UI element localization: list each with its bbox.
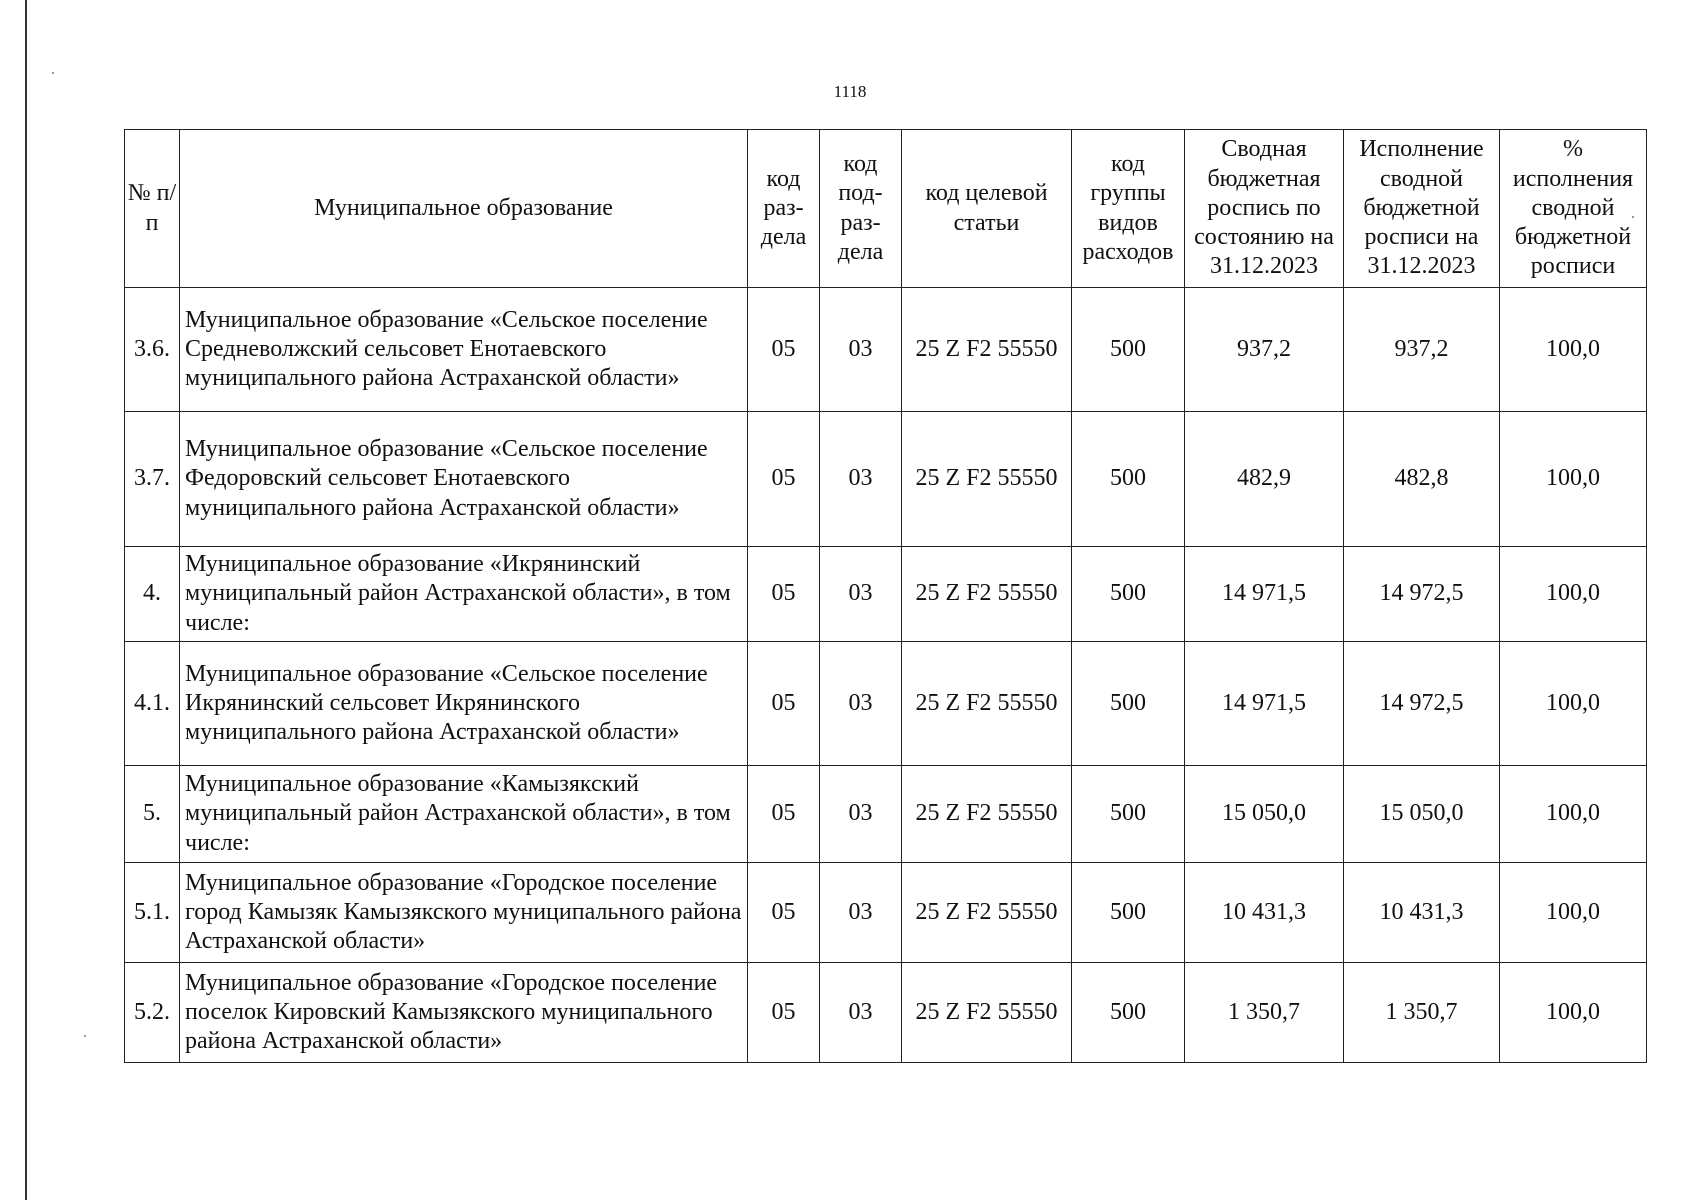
row-percent: 100,0: [1500, 547, 1647, 642]
table-header: [125, 130, 1647, 288]
col-header-execution: Исполнение сводной бюджетной росписи на 31.12.2023: [1344, 130, 1500, 288]
row-subsection: 03: [820, 766, 902, 863]
row-section: 05: [748, 547, 820, 642]
col-header-target-article: код целевой статьи: [902, 130, 1072, 288]
col-header-entity: Муниципальное образование: [180, 130, 748, 288]
col-header-section: код раз-дела: [748, 130, 820, 288]
row-execution: 15 050,0: [1344, 766, 1500, 863]
row-expense-group: 500: [1072, 412, 1185, 547]
table-row: [125, 412, 1647, 547]
row-budget: 482,9: [1185, 412, 1344, 547]
row-expense-group: 500: [1072, 547, 1185, 642]
row-num: 4.: [125, 547, 180, 642]
row-percent: 100,0: [1500, 412, 1647, 547]
table-body: [125, 288, 1647, 1063]
row-percent: 100,0: [1500, 642, 1647, 766]
row-execution: 14 972,5: [1344, 547, 1500, 642]
row-target-article: 25 Z F2 55550: [902, 963, 1072, 1063]
row-entity: Муниципальное образование «Сельское поселение Средневолжский сельсовет Енотаевского муниципального района Астраханской области»: [180, 288, 748, 412]
row-section: 05: [748, 863, 820, 963]
table-row: [125, 288, 1647, 412]
row-subsection: 03: [820, 863, 902, 963]
col-header-num: № п/п: [125, 130, 180, 288]
row-percent: 100,0: [1500, 863, 1647, 963]
row-budget: 14 971,5: [1185, 547, 1344, 642]
row-subsection: 03: [820, 963, 902, 1063]
table-row: [125, 766, 1647, 863]
row-subsection: 03: [820, 288, 902, 412]
row-execution: 10 431,3: [1344, 863, 1500, 963]
row-expense-group: 500: [1072, 766, 1185, 863]
row-target-article: 25 Z F2 55550: [902, 412, 1072, 547]
row-target-article: 25 Z F2 55550: [902, 547, 1072, 642]
row-expense-group: 500: [1072, 863, 1185, 963]
row-section: 05: [748, 963, 820, 1063]
row-entity: Муниципальное образование «Сельское поселение Федоровский сельсовет Енотаевского муниципального района Астраханской области»: [180, 412, 748, 547]
header-row: [125, 130, 1647, 288]
row-num: 4.1.: [125, 642, 180, 766]
row-execution: 14 972,5: [1344, 642, 1500, 766]
row-entity: Муниципальное образование «Икрянинский муниципальный район Астраханской области», в том числе:: [180, 547, 748, 642]
row-num: 3.6.: [125, 288, 180, 412]
col-header-budget: Сводная бюджетная роспись по состоянию на 31.12.2023: [1185, 130, 1344, 288]
budget-execution-table: [124, 129, 1647, 1063]
col-header-percent: % исполнения сводной бюджетной росписи: [1500, 130, 1647, 288]
row-budget: 1 350,7: [1185, 963, 1344, 1063]
row-target-article: 25 Z F2 55550: [902, 642, 1072, 766]
scan-speck: [52, 72, 54, 74]
scan-binding-line: [25, 0, 27, 1200]
row-entity: Муниципальное образование «Сельское поселение Икрянинский сельсовет Икрянинского муниципального района Астраханской области»: [180, 642, 748, 766]
row-target-article: 25 Z F2 55550: [902, 766, 1072, 863]
page-number: 1118: [833, 82, 867, 101]
row-percent: 100,0: [1500, 288, 1647, 412]
row-execution: 482,8: [1344, 412, 1500, 547]
table-row: [125, 863, 1647, 963]
row-percent: 100,0: [1500, 963, 1647, 1063]
row-budget: 14 971,5: [1185, 642, 1344, 766]
row-section: 05: [748, 642, 820, 766]
table-row: [125, 642, 1647, 766]
row-budget: 10 431,3: [1185, 863, 1344, 963]
row-entity: Муниципальное образование «Городское поселение поселок Кировский Камызякского муниципального района Астраханской области»: [180, 963, 748, 1063]
row-subsection: 03: [820, 412, 902, 547]
col-header-expense-group: код группы видов расходов: [1072, 130, 1185, 288]
row-num: 3.7.: [125, 412, 180, 547]
row-num: 5.2.: [125, 963, 180, 1063]
row-subsection: 03: [820, 547, 902, 642]
row-target-article: 25 Z F2 55550: [902, 863, 1072, 963]
col-header-subsection: код под-раз-дела: [820, 130, 902, 288]
row-num: 5.: [125, 766, 180, 863]
row-num: 5.1.: [125, 863, 180, 963]
table-row: [125, 963, 1647, 1063]
row-section: 05: [748, 288, 820, 412]
row-section: 05: [748, 412, 820, 547]
row-expense-group: 500: [1072, 288, 1185, 412]
table-row: [125, 547, 1647, 642]
row-subsection: 03: [820, 642, 902, 766]
row-entity: Муниципальное образование «Камызякский муниципальный район Астраханской области», в том числе:: [180, 766, 748, 863]
row-expense-group: 500: [1072, 642, 1185, 766]
row-expense-group: 500: [1072, 963, 1185, 1063]
row-budget: 15 050,0: [1185, 766, 1344, 863]
row-percent: 100,0: [1500, 766, 1647, 863]
row-execution: 937,2: [1344, 288, 1500, 412]
scan-speck: [84, 1035, 86, 1037]
row-section: 05: [748, 766, 820, 863]
row-target-article: 25 Z F2 55550: [902, 288, 1072, 412]
row-budget: 937,2: [1185, 288, 1344, 412]
row-entity: Муниципальное образование «Городское поселение город Камызяк Камызякского муниципального района Астраханской области»: [180, 863, 748, 963]
row-execution: 1 350,7: [1344, 963, 1500, 1063]
